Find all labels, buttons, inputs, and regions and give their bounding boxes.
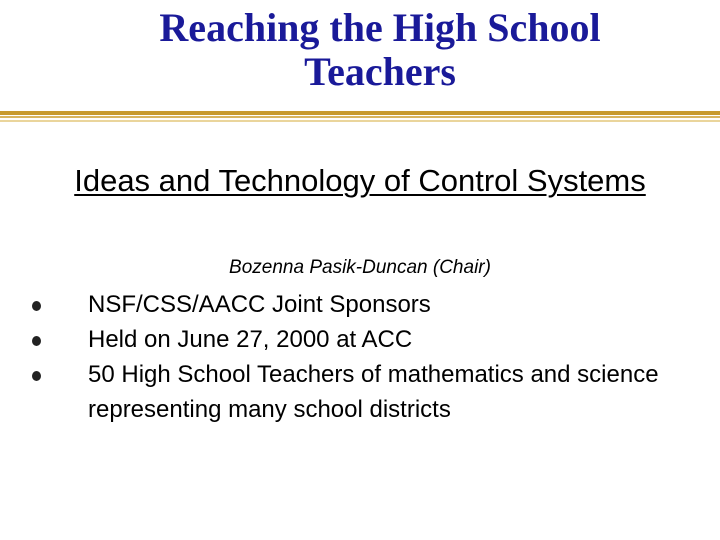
slide-title: Reaching the High School Teachers [159, 5, 601, 94]
bullet-icon [32, 371, 41, 381]
bullet-text: NSF/CSS/AACC Joint Sponsors [88, 291, 431, 318]
chair-credit: Bozenna Pasik-Duncan (Chair) [229, 257, 491, 278]
bullet-list [30, 287, 690, 427]
list-item [30, 287, 690, 322]
title-divider-line [0, 116, 720, 118]
subtitle-text: Ideas and Technology of Control Systems [74, 163, 646, 198]
bullet-text: 50 High School Teachers of mathematics and science representing many school districts [88, 361, 659, 423]
bullet-icon [32, 336, 41, 346]
bullet-icon [32, 301, 41, 311]
title-divider-line [0, 120, 720, 122]
title-divider [0, 111, 720, 115]
slide-subtitle [60, 162, 660, 199]
list-item [30, 322, 690, 357]
bullet-text: Held on June 27, 2000 at ACC [88, 326, 413, 353]
list-item [30, 357, 690, 427]
